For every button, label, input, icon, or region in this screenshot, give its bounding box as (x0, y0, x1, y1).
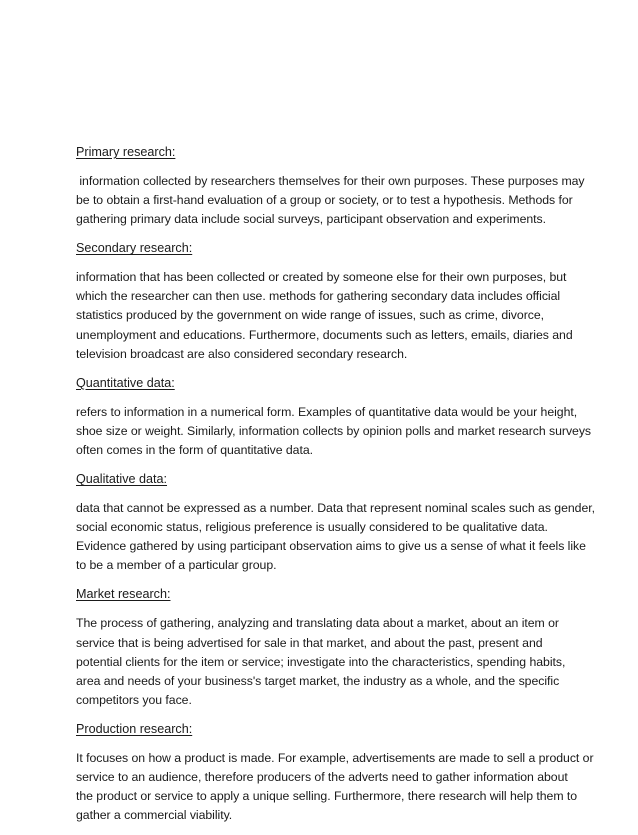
paragraph-line: which the researcher can then use. methods for gathering secondary data includes official (76, 289, 561, 304)
paragraph-line: service to an audience, therefore producers of the adverts need to gather information about (76, 769, 568, 784)
paragraph-line: competitors you face. (76, 692, 192, 707)
paragraph-line: data that cannot be expressed as a number. Data that represent nominal scales such as gender, (76, 501, 595, 516)
paragraph-line: be to obtain a first-hand evaluation of a group or society, or to test a hypothesis. Methods for (76, 193, 573, 208)
paragraph-line: the product or service to apply a unique selling. Furthermore, there research will help them to (76, 789, 578, 804)
section-heading: Production research: (76, 721, 193, 736)
paragraph-line: service that is being advertised for sale in that market, and about the past, present and (76, 635, 543, 650)
section-market-research (76, 585, 576, 709)
paragraph-line: Evidence gathered by using participant observation aims to give us a sense of what it feels like (76, 539, 586, 554)
paragraph-line: statistics produced by the government on wide range of issues, such as crime, divorce, (76, 308, 544, 323)
section-heading: Market research: (76, 587, 171, 602)
section-quantitative-data (76, 374, 592, 460)
section-paragraph (76, 499, 595, 575)
paragraph-line: to be a member of a particular group. (76, 558, 277, 573)
section-secondary-research (76, 239, 576, 363)
section-heading: Qualitative data: (76, 472, 168, 487)
section-qualitative-data (76, 470, 595, 575)
section-heading: Primary research: (76, 145, 176, 159)
paragraph-line: social economic status, religious preference is usually considered to be qualitative data. (76, 520, 548, 535)
document-content (76, 143, 595, 835)
section-heading: Quantitative data: (76, 375, 175, 390)
section-paragraph (76, 614, 576, 709)
paragraph-line: gather a commercial viability. (76, 808, 233, 823)
paragraph-line: area and needs of your business's target market, the industry as a whole, and the specific (76, 673, 560, 688)
paragraph-line: unemployment and educations. Furthermore, documents such as letters, emails, diaries and (76, 327, 573, 342)
section-paragraph (76, 749, 594, 825)
paragraph-line: potential clients for the item or service; investigate into the characteristics, spending habits, (76, 654, 566, 669)
paragraph-line: television broadcast are also considered secondary research. (76, 346, 408, 361)
section-paragraph (76, 172, 585, 229)
paragraph-line: shoe size or weight. Similarly, information collects by opinion polls and market research surveys (76, 423, 592, 438)
section-paragraph (76, 268, 576, 363)
paragraph-line: often comes in the form of quantitative data. (76, 442, 313, 457)
section-paragraph (76, 403, 592, 460)
paragraph-line: gathering primary data include social surveys, participant observation and experiments. (76, 212, 547, 227)
paragraph-line: information collected by researchers themselves for their own purposes. These purposes may (76, 174, 585, 188)
paragraph-line: refers to information in a numerical form. Examples of quantitative data would be your height, (76, 404, 578, 419)
paragraph-line: The process of gathering, analyzing and translating data about a market, about an item or (76, 616, 559, 631)
paragraph-line: information that has been collected or created by someone else for their own purposes, but (76, 270, 567, 285)
paragraph-line: It focuses on how a product is made. For example, advertisements are made to sell a product or (76, 750, 594, 765)
section-primary-research (76, 143, 585, 229)
section-heading: Secondary research: (76, 241, 193, 256)
section-production-research (76, 720, 594, 825)
